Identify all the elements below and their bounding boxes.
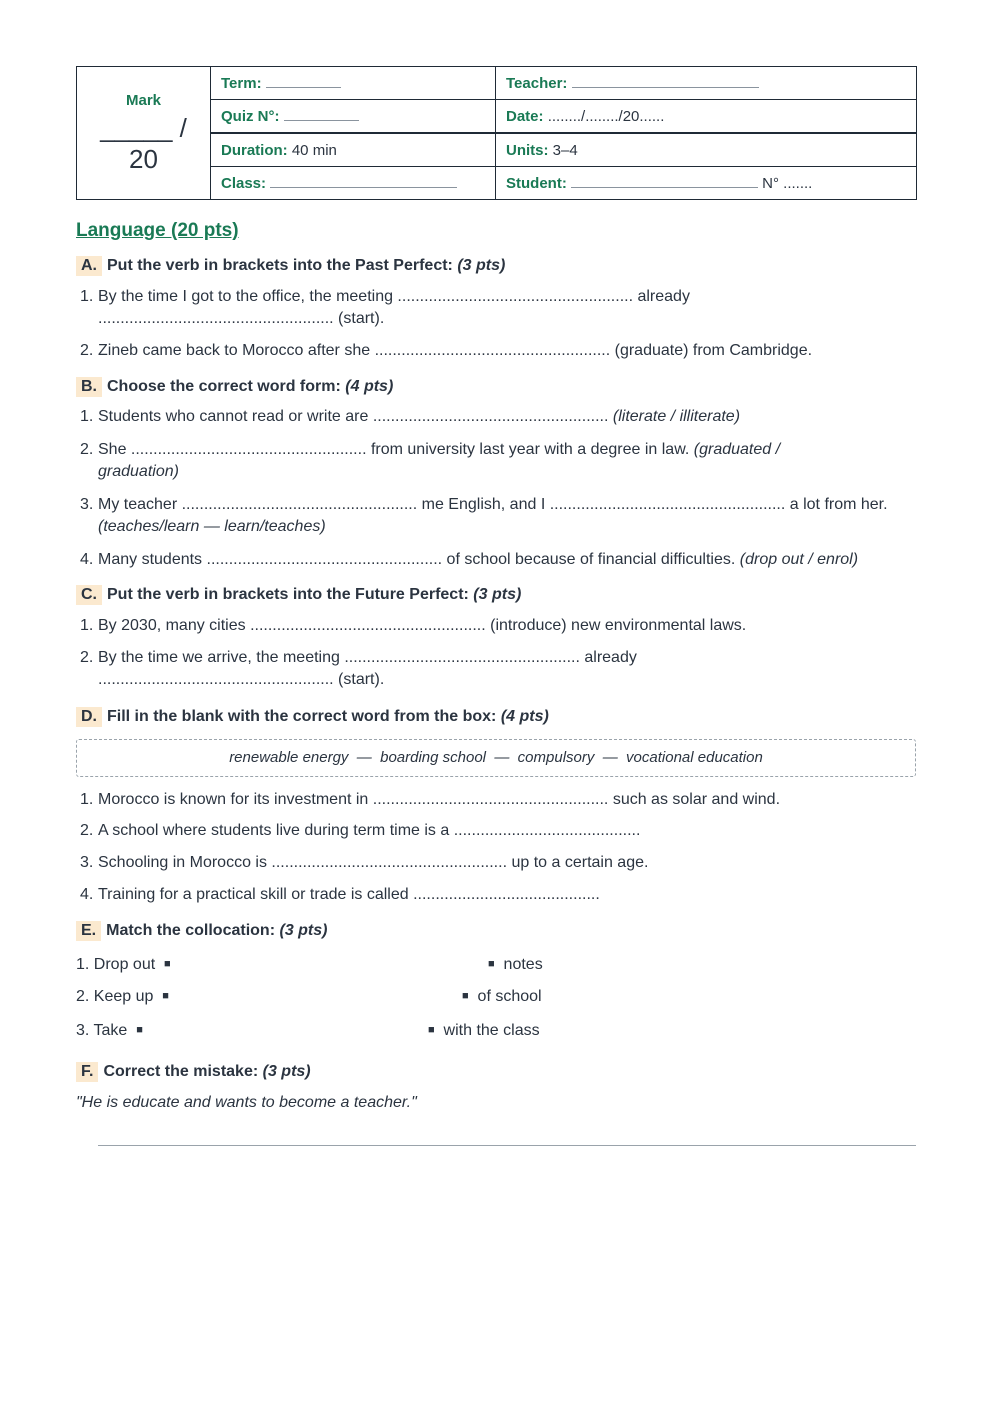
list-item	[80, 789, 916, 811]
list-item	[80, 494, 916, 538]
quiz-label: Quiz N°:	[221, 107, 280, 125]
word-box	[76, 739, 916, 777]
item-text[interactable]: By 2030, many cities ..................................................... (introduce) new environmental laws.	[98, 617, 747, 634]
section-e-instruction: Match the collocation:	[106, 922, 276, 939]
match-dot-icon[interactable]: ■	[462, 990, 469, 1002]
section-e-points: (3 pts)	[279, 922, 328, 939]
item-hint: (teaches/learn — learn/teaches)	[98, 518, 326, 535]
match-right-item	[488, 956, 543, 974]
match-dot-icon[interactable]: ■	[164, 958, 171, 970]
item-number: 1.	[80, 288, 94, 305]
mark-cell	[77, 67, 211, 200]
section-d-points: (4 pts)	[500, 708, 549, 725]
mark-score: _____ / 20	[100, 112, 187, 174]
section-e-heading	[76, 921, 327, 941]
list-item	[80, 340, 916, 362]
list-item	[80, 406, 916, 428]
item-number: 1.	[80, 617, 94, 634]
item-text[interactable]: She ..................................................... from university last year with a degree in law.	[98, 441, 690, 458]
student-cell	[496, 167, 917, 200]
header-table	[76, 66, 917, 200]
mark-label: Mark	[125, 91, 162, 109]
list-item	[80, 286, 916, 330]
class-label: Class:	[221, 174, 267, 192]
match-left-label: 2. Keep up	[76, 988, 154, 1005]
item-number: 4.	[80, 886, 94, 903]
date-value[interactable]: ......../......../20......	[547, 107, 665, 125]
duration-label: Duration:	[221, 141, 288, 159]
section-d-letter: D.	[76, 707, 102, 727]
section-a-points: (3 pts)	[457, 257, 506, 274]
item-text[interactable]: By the time we arrive, the meeting ..................................................... already ..................................................... (start).	[98, 649, 637, 688]
section-c-points: (3 pts)	[473, 586, 522, 603]
item-number: 1.	[80, 408, 94, 425]
student-number[interactable]: N° .......	[762, 174, 813, 192]
item-hint: (literate / illiterate)	[612, 408, 741, 425]
section-f-letter: F.	[76, 1062, 98, 1082]
match-right-label: notes	[503, 956, 543, 973]
section-c-instruction: Put the verb in brackets into the Future Perfect:	[107, 586, 469, 603]
match-left-item	[76, 1022, 143, 1040]
student-label: Student:	[506, 174, 567, 192]
section-b-points: (4 pts)	[345, 378, 394, 395]
teacher-label: Teacher:	[506, 74, 568, 92]
match-left-item	[76, 988, 169, 1006]
item-number: 2.	[80, 649, 94, 666]
quiz-page	[76, 66, 916, 1111]
match-right-label: with the class	[443, 1022, 540, 1039]
section-c-heading	[76, 585, 521, 605]
term-field[interactable]	[266, 75, 341, 88]
item-number: 1.	[80, 791, 94, 808]
match-right-item	[462, 988, 542, 1006]
match-dot-icon[interactable]: ■	[136, 1024, 143, 1036]
quiz-field[interactable]	[284, 108, 359, 121]
item-text[interactable]: Zineb came back to Morocco after she ..................................................... (graduate) from Cambridge.	[98, 342, 813, 359]
match-left-label: 3. Take	[76, 1022, 128, 1039]
item-number: 3.	[80, 854, 94, 871]
item-text[interactable]: Students who cannot read or write are .....................................................	[98, 408, 609, 425]
section-a-instruction: Put the verb in brackets into the Past Perfect:	[107, 257, 453, 274]
list-item	[80, 549, 916, 571]
item-text[interactable]: Training for a practical skill or trade is called ..........................................	[98, 886, 600, 903]
units-value: 3–4	[552, 141, 578, 159]
duration-cell	[211, 133, 496, 167]
section-b-letter: B.	[76, 377, 102, 397]
class-field[interactable]	[270, 175, 457, 188]
item-number: 2.	[80, 441, 94, 458]
item-hint: (graduated / graduation)	[98, 441, 781, 480]
teacher-cell	[496, 67, 917, 100]
item-text[interactable]: Schooling in Morocco is ..................................................... up to a certain age.	[98, 854, 649, 871]
word-box-text: renewable energy — boarding school — compulsory — vocational education	[229, 749, 763, 766]
item-number: 4.	[80, 551, 94, 568]
section-d-heading	[76, 707, 549, 727]
student-field[interactable]	[571, 175, 758, 188]
section-a-heading	[76, 256, 505, 276]
match-dot-icon[interactable]: ■	[428, 1024, 435, 1036]
list-item	[80, 647, 916, 691]
list-item	[80, 884, 916, 906]
item-number: 3.	[80, 496, 94, 513]
quiz-cell	[211, 100, 496, 134]
item-number: 2.	[80, 822, 94, 839]
teacher-field[interactable]	[572, 75, 759, 88]
section-b-heading	[76, 377, 393, 397]
section-f-instruction: Correct the mistake:	[103, 1063, 259, 1080]
units-label: Units:	[506, 141, 549, 159]
duration-value: 40 min	[291, 141, 337, 159]
item-hint: (drop out / enrol)	[739, 551, 859, 568]
section-e-letter: E.	[76, 921, 101, 941]
item-text[interactable]: By the time I got to the office, the meeting ..................................................... already ..................................................... (start).	[98, 288, 690, 327]
section-d-instruction: Fill in the blank with the correct word from the box:	[107, 708, 497, 725]
item-text[interactable]: A school where students live during term time is a ..........................................	[98, 822, 641, 839]
item-text[interactable]: My teacher ..................................................... me English, and I ..................................................... a lot from her.	[98, 496, 888, 513]
list-item	[80, 820, 916, 842]
date-cell	[496, 100, 917, 134]
section-b-instruction: Choose the correct word form:	[107, 378, 341, 395]
units-cell	[496, 133, 917, 167]
match-dot-icon[interactable]: ■	[162, 990, 169, 1002]
match-left-item	[76, 956, 171, 974]
match-dot-icon[interactable]: ■	[488, 958, 495, 970]
list-item	[80, 852, 916, 874]
term-label: Term:	[221, 74, 262, 92]
section-f-points: (3 pts)	[262, 1063, 311, 1080]
item-text[interactable]: Morocco is known for its investment in ..................................................... such as solar and wind.	[98, 791, 781, 808]
mistake-sentence: "He is educate and wants to become a teacher."	[76, 1094, 417, 1111]
section-a-letter: A.	[76, 256, 102, 276]
match-right-item	[428, 1022, 540, 1040]
match-left-label: 1. Drop out	[76, 956, 156, 973]
class-cell	[211, 167, 496, 200]
list-item	[80, 615, 916, 637]
item-text[interactable]: Many students ..................................................... of school because of financial difficulties.	[98, 551, 736, 568]
date-label: Date:	[506, 107, 544, 125]
section-c-letter: C.	[76, 585, 102, 605]
section-f-heading	[76, 1062, 311, 1082]
match-right-label: of school	[477, 988, 542, 1005]
list-item	[80, 439, 916, 483]
term-cell	[211, 67, 496, 100]
answer-line[interactable]	[98, 1145, 916, 1146]
language-title: Language (20 pts)	[76, 220, 239, 241]
item-number: 2.	[80, 342, 94, 359]
